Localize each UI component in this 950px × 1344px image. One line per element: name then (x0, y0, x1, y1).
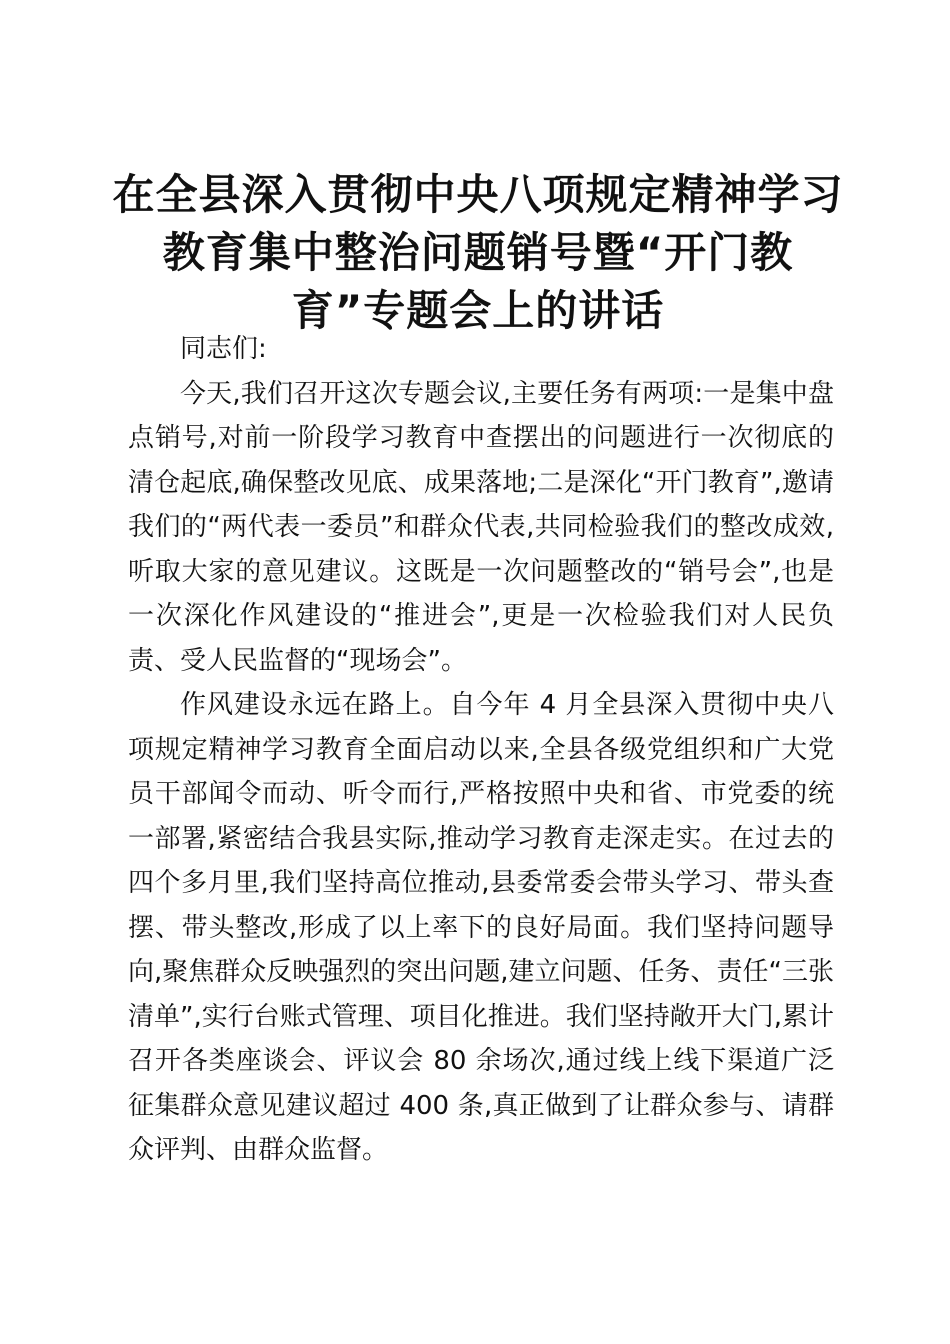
salutation: 同志们: (180, 334, 267, 364)
paragraph: 今天,我们召开这次专题会议,主要任务有两项:一是集中盘点销号,对前一阶段学习教育中查摆出的问题进行一次彻底的清仓起底,确保整改见底、成果落地;二是深化“开门教育”,邀请我们的“两代表一委员”和群众代表,共同检验我们的整改成效,听取大家的意见建议。这既是一次问题整改的“销号会”,也是一次深化作风建设的“推进会”,更是一次检验我们对人民负责、受人民监督的“现场会”。 (128, 378, 834, 676)
title-line: 在全县深入贯彻中央八项规定精神学习 (112, 170, 844, 219)
document-body (128, 327, 834, 1173)
document-title (110, 166, 846, 340)
paragraph: 作风建设永远在路上。自今年 4 月全县深入贯彻中央八项规定精神学习教育全面启动以来,全县各级党组织和广大党员干部闻令而动、听令而行,严格按照中央和省、市党委的统一部署,紧密结合我县实际,推动学习教育走深走实。在过去的四个多月里,我们坚持高位推动,县委常委会带头学习、带头查摆、带头整改,形成了以上率下的良好局面。我们坚持问题导向,聚焦群众反映强烈的突出问题,建立问题、任务、责任“三张清单”,实行台账式管理、项目化推进。我们坚持敞开大门,累计召开各类座谈会、评议会 80 余场次,通过线上线下渠道广泛征集群众意见建议超过 400 条,真正做到了让群众参与、请群众评判、由群众监督。 (128, 690, 834, 1165)
title-line: 教育集中整治问题销号暨“开门教 (162, 228, 794, 277)
title-line: 育”专题会上的讲话 (291, 286, 665, 335)
